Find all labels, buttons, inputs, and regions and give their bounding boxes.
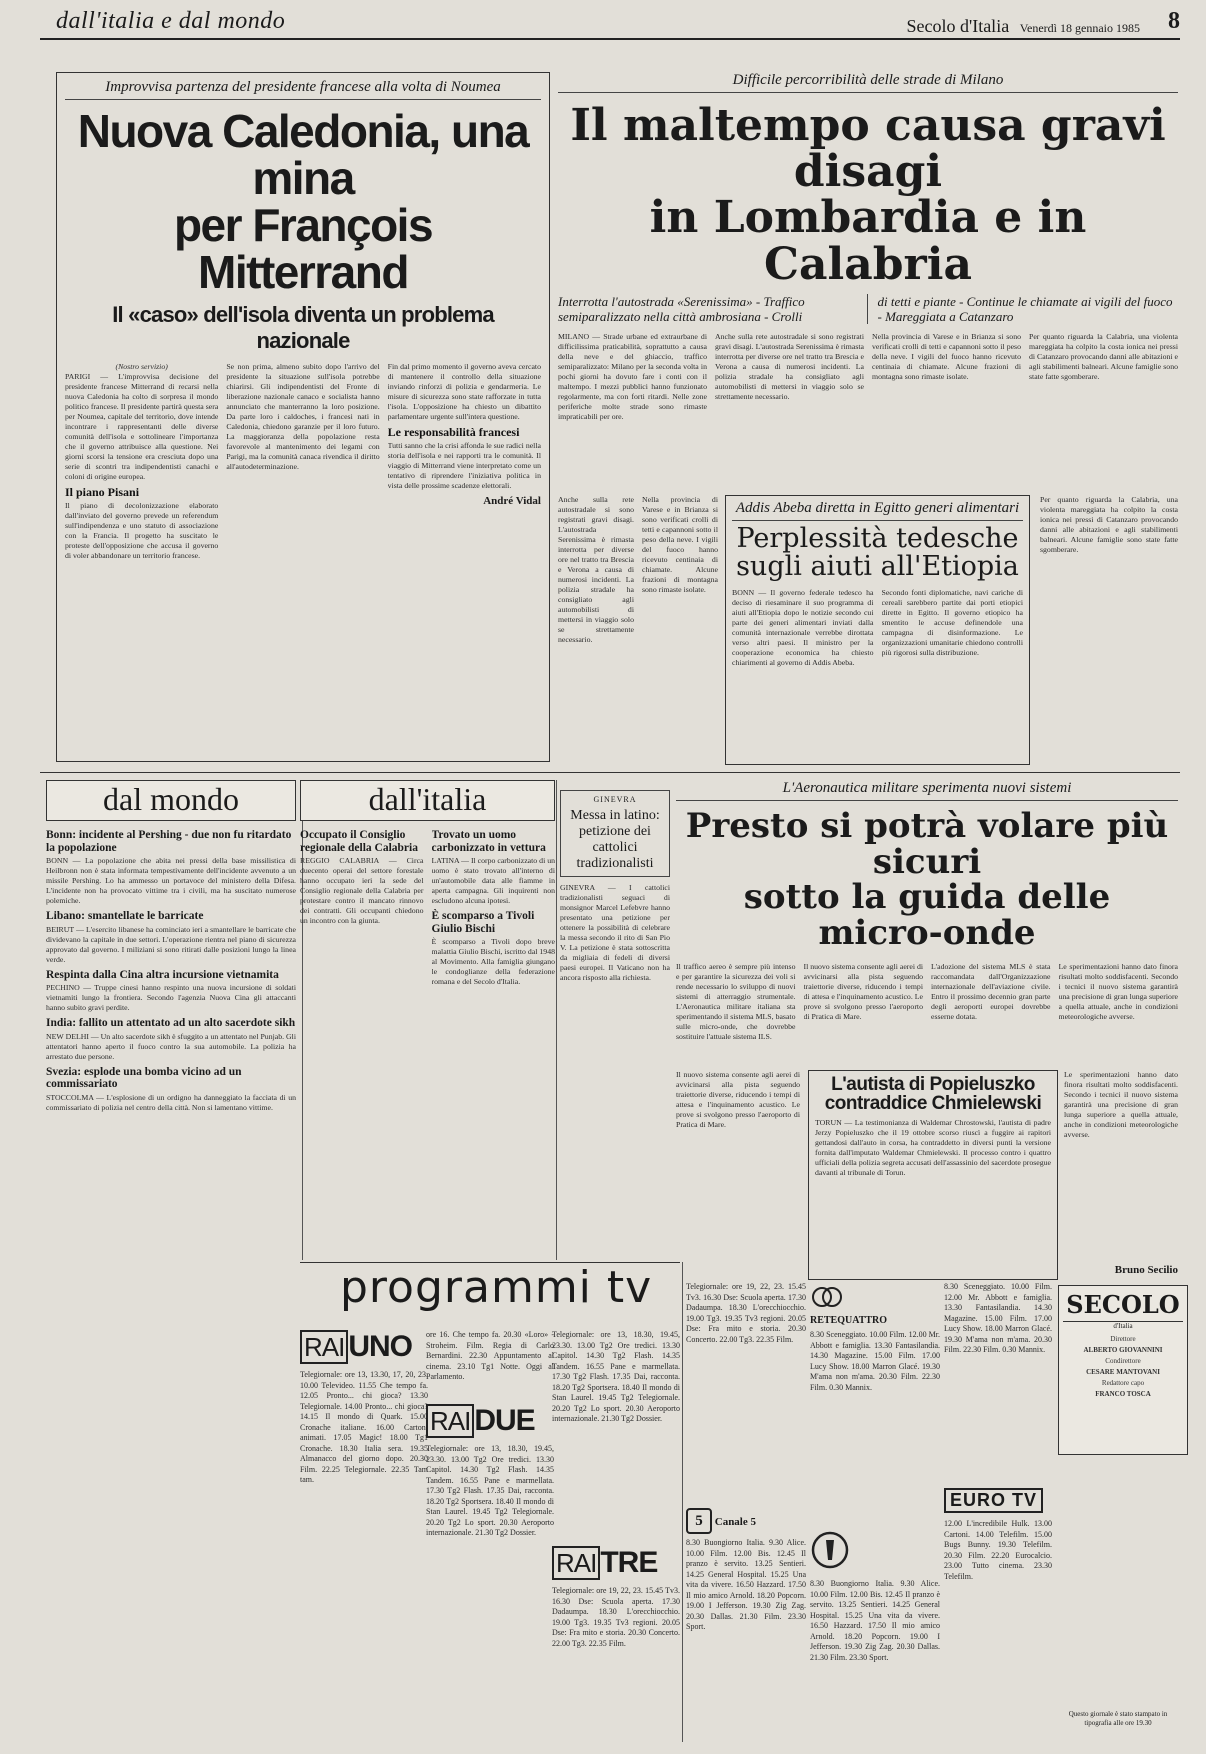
maltempo-deck: [558, 294, 1178, 324]
microonde-text-2: Il nuovo sistema consente agli aerei di avvicinarsi alla pista seguendo traiettorie diverse, riducendo i tempi di attesa e l'inquinamento acustico. Le prove si svolgono presso l'aeroporto di Pratica di Mare.: [803, 961, 923, 1021]
microonde-col-5: [676, 1070, 800, 1270]
caledonia-text-1: PARIGI — L'improvvisa decisione del presidente francese Mitterrand di recarsi nella nuova Caledonia ha colto di sorpresa il mondo politico francese. Il presidente partirà questa sera per Noumea, capitale del territorio, dove intende incontrare i rappresentanti delle diverse comunità dell'isola e sottolineare l'importanza che il governo attribuisce alla questione. Nei giorni scorsi la tensione era cresciuta dopo una serie di scontri tra indipendentisti canachi e coloni di origine europea.: [65, 371, 219, 481]
dal-mondo-item-headline: Respinta dalla Cina altra incursione vietnamita: [46, 968, 279, 981]
italia1-schedule: 8.30 Buongiorno Italia. 9.30 Alice. 10.00 Film. 12.00 Bis. 12.45 Il pranzo è servito. 13.25 Sentieri. 14.25 General Hospital. 15.25 Una vita da vivere. 16.50 Hazzard. 17.50 Il mio amico Arnold. 18.20 Popcorn. 19.00 I Jefferson. 19.30 Zig Zag. 20.30 Dallas. 21.30 Film. 23.30 Sport.: [810, 1579, 940, 1662]
caledonia-col-3: [388, 362, 541, 837]
etiopia-headline-2: sugli aiuti all'Etiopia: [736, 551, 1019, 583]
etiopia-headline-1: Perplessità tedesche: [736, 523, 1019, 554]
article-ginevra: [560, 790, 670, 1260]
dall-italia-col-2: [432, 825, 556, 1253]
rai1-name: UNO: [348, 1330, 413, 1363]
italia1-logo: [810, 1530, 940, 1575]
canale5-name: Canale 5: [714, 1516, 756, 1528]
tv-rai-col: [300, 1330, 428, 1740]
dal-mondo-item: [46, 910, 296, 965]
ginevra-col: [560, 883, 670, 1233]
dal-mondo-item-headline: Svezia: esplode una bomba vicino ad un commissariato: [46, 1065, 242, 1090]
rai3-name: TRE: [600, 1546, 658, 1579]
ginevra-headline: Messa in latino: petizione dei cattolici tradizionalisti: [570, 808, 660, 871]
dall-italia-item: [432, 829, 556, 906]
retequattro-logo: [810, 1282, 940, 1326]
caledonia-columns: [65, 362, 541, 837]
dall-italia-title: dall'italia: [300, 780, 555, 821]
dall-italia-columns: [300, 821, 555, 1253]
etiopia-columns: [732, 588, 1023, 748]
rai2-logo: [426, 1404, 554, 1438]
maltempo-lower: [558, 495, 718, 760]
maltempo-col-6: [558, 495, 634, 760]
microonde-byline: Bruno Secilio: [1114, 1264, 1178, 1276]
secolo-sub: d'Italia: [1113, 1322, 1133, 1330]
popieluszko-col: [815, 1118, 1051, 1268]
secolo-name: SECOLO: [1063, 1290, 1183, 1322]
section-name: dall'italia e dal mondo: [56, 8, 286, 34]
secolo-footer: Questo giornale è stato stampato in tipografia alle ore 19.30: [1068, 1710, 1168, 1727]
column-dall-italia: [300, 780, 555, 1260]
dal-mondo-item-headline: India: fallito un attentato ad un alto sacerdote sikh: [46, 1017, 296, 1029]
secolo-line: Redattore capo: [1101, 1379, 1145, 1387]
dal-mondo-item: [46, 829, 296, 906]
retequattro-schedule-b: 8.30 Sceneggiato. 10.00 Film. 12.00 Mr. Abbott e famiglia. 13.30 Fantasilandia. 14.30 Magazine. 15.00 Film. 17.00 Lucy Show. 18.00 Marron Glacé. 19.30 M'ama non m'ama. 20.30 Film. 22.30 Film. 0.30 Mannix.: [944, 1282, 1052, 1354]
dall-italia-item-headline: Trovato un uomo carbonizzato in vettura: [431, 829, 546, 854]
caledonia-byline: André Vidal: [483, 494, 541, 507]
dall-italia-item-headline: È scomparso a Tivoli Giulio Bischi: [431, 910, 535, 935]
rai1-schedule: Telegiornale: ore 13, 13.30, 17, 20, 23. 10.00 Televideo. 11.55 Che tempo fa. 12.05 Pronto... chi gioca? 13.30 Telegiornale. 14.00 Pronto... chi gioca? 14.15 Il mondo di Quark. 15.00 Cronache italiane. 16.00 Cartoni animati. 17.05 Magic! 18.00 Tg1 Cronache. 18.30 Italia sera. 19.35 Almanacco del giorno dopo. 20.30 Film. 22.25 Telegiornale. 22.35 Tam tam.: [300, 1370, 428, 1484]
rai3-prefix: RAI: [552, 1546, 600, 1580]
masthead: [40, 6, 1180, 40]
divider-v2: [556, 780, 557, 1260]
popieluszko-headline-1: L'autista di Popieluszko: [831, 1074, 1035, 1095]
maltempo-headline-1: Il maltempo causa gravi disagi: [570, 100, 1166, 198]
maltempo-text-6: Anche sulla rete autostradale si sono registrati gravi disagi. L'autostrada Serenissima è rimasta interrotta per diverse ore nel tratto tra Brescia e Verona a causa di numerosi incidenti. La polizia stradale ha consigliato agli automobilisti di mettersi in viaggio solo se strettamente necessario.: [558, 495, 634, 644]
dall-italia-item-text: REGGIO CALABRIA — Circa duecento operai del settore forestale hanno occupato ieri la sede del Consiglio regionale della Calabria per protestare contro il mancato rinnovo dei contratti. Gli occupanti chiedono un incontro con la giunta.: [300, 856, 424, 925]
microonde-text-4: Le sperimentazioni hanno dato finora risultati molto soddisfacenti. Secondo i tecnici il nuovo sistema garantirà una precisione di gran lunga superiore a quella attuale, anche in condizioni meteorologiche avverse.: [1058, 961, 1178, 1021]
caledonia-headline-2: per François Mitterrand: [173, 198, 433, 298]
maltempo-deck-left: Interrotta l'autostrada «Serenissima» - Traffico semiparalizzato nella città ambrosiana - Crolli: [558, 294, 868, 324]
tv-private-col-1: [686, 1282, 806, 1742]
microonde-headline-1: Presto si potrà volare più sicuri: [685, 806, 1169, 882]
dal-mondo-item-text: PECHINO — Truppe cinesi hanno respinto una nuova incursione di soldati vietnamiti lungo la frontiera. Secondo l'agenzia Nuova Cina gli attaccanti hanno subito gravi perdite.: [46, 983, 296, 1012]
rai2-name: DUE: [474, 1404, 535, 1437]
article-etiopia: [725, 495, 1030, 765]
maltempo-continuation: [1040, 495, 1178, 760]
caledonia-subhead-1: Il piano Pisani: [65, 484, 140, 499]
secolo-line: Direttore: [1110, 1335, 1136, 1343]
dall-italia-item-headline: Occupato il Consiglio regionale della Calabria: [300, 829, 418, 854]
rai2-prefix: RAI: [426, 1404, 474, 1438]
canale5-logo: [686, 1508, 806, 1534]
ginevra-text: GINEVRA — I cattolici tradizionalisti seguaci di monsignor Marcel Lefebvre hanno presentato una petizione per ottenere la possibilità di celebrare la messa secondo il rito di San Pio V. La petizione è stata sottoscritta da migliaia di fedeli di diversi paesi europei. Il Vaticano non ha ancora risposto alla richiesta.: [560, 883, 670, 982]
dal-mondo-item-text: BONN — La popolazione che abita nei pressi della base missilistica di Heilbronn non è stata informata tempestivamente dell'incidente avvenuto a un missile Pershing. Lo ha ammesso un portavoce del ministero della Difesa. L'incidente non ha provocato vittime tra i civili, ma ha suscitato numerose polemiche.: [46, 856, 296, 905]
rai1-prefix: RAI: [300, 1330, 348, 1364]
rai2-schedule: Telegiornale: ore 13, 18.30, 19.45, 23.30. 13.00 Tg2 Ore tredici. 13.30 Capitol. 14.30 Tg2 Flash. 14.35 Tandem. 16.55 Pane e marmellata. 17.30 Tg2 Flash. 17.35 Dai, racconta. 18.20 Tg2 Sportsera. 18.40 Il mondo di Stan Laurel. 19.45 Tg2 Telegiornale. 20.20 Tg2 Lo sport. 20.30 Aeroporto internazionale. 21.30 Tg2 Dossier.: [426, 1444, 554, 1537]
microonde-text-3: L'adozione del sistema MLS è stata raccomandata dall'Organizzazione internazionale dell'aviazione civile. Entro il prossimo decennio gran parte degli aeroporti europei dovrebbe esserne dotata.: [931, 961, 1051, 1021]
dal-mondo-item-text: STOCCOLMA — L'esplosione di un ordigno ha danneggiato la facciata di un commissariato di polizia nel centro della città. Non si lamentano vittime.: [46, 1092, 296, 1112]
popieluszko-text: TORUN — La testimonianza di Waldemar Chrostowski, l'autista di padre Jerzy Popieluszko che il 19 ottobre scorso riuscì a fuggire ai rapitori gettandosi dall'auto in corsa, ha contraddetto in diversi punti la versione fornita dall'imputato Waldemar Chmielewski. Il processo contro i quattro ufficiali della polizia segreta accusati dell'assassinio del sacerdote prosegue davanti al tribunale di Torun.: [815, 1117, 1051, 1177]
page-number: 8: [1168, 8, 1180, 34]
dal-mondo-item-text: BEIRUT — L'esercito libanese ha cominciato ieri a smantellare le barricate che dividevano la capitale in due settori. L'operazione rientra nel piano di sicurezza approvato dal governo. I miliziani si sono ritirati dalle posizioni lungo la linea verde.: [46, 924, 296, 964]
caledonia-subhead: Il «caso» dell'isola diventa un problema nazionale: [112, 301, 494, 353]
caledonia-headline-1: Nuova Caledonia, una mina: [77, 105, 529, 204]
secolo-line: CESARE MANTOVANI: [1086, 1368, 1160, 1376]
maltempo-headline-2: in Lombardia e in Calabria: [649, 192, 1087, 290]
canale5-icon: 5: [686, 1508, 712, 1534]
caledonia-text-3: Fin dal primo momento il governo aveva cercato di mantenere il controllo della situazione inviando rinforzi di polizia e gendarmeria. Le misure di sicurezza sono state rafforzate in tutta l'isola. L'opposizione ha chiesto un dibattito parlamentare urgente sull'intera questione.: [387, 361, 541, 421]
paper-name: [906, 16, 1140, 37]
secolo-colophon: [1058, 1285, 1188, 1455]
microonde-text-6: Le sperimentazioni hanno dato finora risultati molto soddisfacenti. Secondo i tecnici il nuovo sistema garantirà una precisione di gran lunga superiore a quella attuale, anche in condizioni meteorologiche avverse.: [1064, 1070, 1178, 1139]
caledonia-col-2: [226, 362, 379, 837]
maltempo-text-7: Nella provincia di Varese e in Brianza si sono verificati crolli di tetti e capannoni sotto il peso della neve. I vigili del fuoco hanno ricevuto centinaia di chiamate. Alcune frazioni di montagna sono rimaste isolate.: [642, 495, 718, 594]
dall-italia-col-1: [300, 825, 424, 1253]
tv-rai-col-2: [426, 1330, 554, 1740]
maltempo-text-5: Per quanto riguarda la Calabria, una violenta mareggiata ha colpito la costa ionica nei pressi di Catanzaro provocando danni alle abitazioni e agli stabilimenti balneari. Alcune famiglie sono state fatte sgomberare.: [1040, 495, 1178, 554]
etiopia-kicker: Addis Abeba diretta in Egitto generi alimentari: [732, 500, 1023, 521]
rai3-logo: [552, 1546, 680, 1580]
dal-mondo-item-headline: Bonn: incidente al Pershing - due non fu ritardato la popolazione: [46, 829, 292, 854]
column-dal-mondo: [46, 780, 296, 1740]
microonde-col-6: [1064, 1070, 1178, 1260]
paper-title: Secolo d'Italia: [906, 16, 1010, 36]
rai1-schedule-b: ore 16. Che tempo fa. 20.30 «Loro» - Stroheim. Film. Regia di Carlo Bernardini. 22.30 Appuntamento al cinema. 23.10 Tg1 Notte. Oggi al Parlamento.: [426, 1330, 554, 1381]
euro-tv-schedule: 12.00 L'incredibile Hulk. 13.00 Cartoni. 14.00 Telefilm. 15.00 Bugs Bunny. 19.30 Telefilm. 20.30 Film. 22.20 Eurocalcio. 23.00 Tutto cinema. 23.30 Telefilm.: [944, 1519, 1052, 1581]
maltempo-col-7: [642, 495, 718, 760]
italia1-icon: [810, 1530, 850, 1570]
microonde-text-5: Il nuovo sistema consente agli aerei di avvicinarsi alla pista seguendo traiettorie diverse, riducendo i tempi di attesa e l'inquinamento acustico. Le prove si svolgono presso l'aeroporto di Pratica di Mare.: [676, 1070, 800, 1129]
rai1-logo: [300, 1330, 428, 1364]
retequattro-schedule: 8.30 Sceneggiato. 10.00 Film. 12.00 Mr. Abbott e famiglia. 13.30 Fantasilandia. 14.30 Magazine. 15.00 Film. 17.00 Lucy Show. 18.00 Marron Glacé. 19.30 M'ama non m'ama. 20.30 Film. 22.30 Film. 0.30 Mannix.: [810, 1330, 940, 1392]
divider-mid: [40, 772, 1180, 773]
canale5-schedule: 8.30 Buongiorno Italia. 9.30 Alice. 10.00 Film. 12.00 Bis. 12.45 Il pranzo è servito. 13.25 Sentieri. 14.25 General Hospital. 15.25 Una vita da vivere. 16.50 Hazzard. 17.50 Il mio amico Arnold. 18.20 Popcorn. 19.00 I Jefferson. 19.30 Zig Zag. 20.30 Dallas. 21.30 Film. 23.30 Sport.: [686, 1538, 806, 1631]
dall-italia-item: [432, 910, 556, 987]
etiopia-text-2: Secondo fonti diplomatiche, navi cariche di cereali sarebbero partite dai porti etiopici dirette in Egitto. Il governo etiopico ha smentito le accuse definendole una campagna di disinformazione. Le organizzazioni umanitarie chiedono controlli più rigorosi sulla distribuzione.: [881, 587, 1023, 657]
secolo-line: Condirettore: [1105, 1357, 1141, 1365]
divider-v3: [682, 1262, 683, 1742]
dall-italia-item-text: LATINA — Il corpo carbonizzato di un uomo è stato trovato all'interno di un'automobile data alle fiamme in aperta campagna. Gli inquirenti non escludono alcuna ipotesi.: [431, 856, 555, 905]
dal-mondo-item: [46, 1017, 296, 1062]
dall-italia-item: [300, 829, 424, 926]
microonde-lower-right: [1064, 1070, 1178, 1280]
tv-private-col-2: [810, 1282, 940, 1742]
maltempo-col-5: [1040, 495, 1178, 760]
tv-private-col-3: [944, 1282, 1052, 1742]
etiopia-col-2: [882, 588, 1024, 748]
dal-mondo-title: dal mondo: [46, 780, 296, 821]
tv-header: [340, 1262, 660, 1322]
dal-mondo-item: [46, 1066, 296, 1113]
rai3-schedule: Telegiornale: ore 19, 22, 23. 15.45 Tv3. 16.30 Dse: Scuola aperta. 17.30 Dadaumpa. 18.30 L'orecchiocchio. 19.00 Tg3. 19.35 Tv3 regioni. 20.05 Dse: Fra mito e storia. 20.30 Concerto. 22.00 Tg3. 22.35 Film.: [552, 1586, 680, 1648]
ginevra-dateline: GINEVRA: [593, 795, 637, 804]
secolo-line: ALBERTO GIOVANNINI: [1083, 1346, 1163, 1354]
microonde-kicker: L'Aeronautica militare sperimenta nuovi sistemi: [676, 780, 1178, 801]
dal-mondo-item-text: NEW DELHI — Un alto sacerdote sikh è sfuggito a un attentato nel Punjab. Gli attentatori hanno aperto il fuoco contro la sua automobile. La polizia ha arrestato due persone.: [46, 1031, 296, 1061]
microonde-headline-2: sotto la guida delle micro-onde: [743, 877, 1111, 954]
dal-mondo-items: [46, 821, 296, 1730]
maltempo-text-3: Nella provincia di Varese e in Brianza si sono verificati crolli di tetti e capannoni sotto il peso della neve. I vigili del fuoco hanno ricevuto centinaia di chiamate. Alcune frazioni di montagna sono rimaste isolate.: [872, 331, 1021, 381]
caledonia-text-3b: Tutti sanno che la crisi affonda le sue radici nella storia dell'isola e nei rapporti tra le comunità. Il viaggio di Mitterrand viene interpretato come un tentativo di riprendere l'iniziativa politica in vista delle prossime scadenze elettorali.: [387, 440, 541, 490]
maltempo-text-4: Per quanto riguarda la Calabria, una violenta mareggiata ha colpito la costa ionica nei pressi di Catanzaro provocando danni alle abitazioni e agli stabilimenti balneari. Alcune famiglie sono state fatte sgomberare.: [1029, 331, 1178, 381]
dal-mondo-item: [46, 969, 296, 1014]
issue-date: Venerdì 18 gennaio 1985: [1019, 21, 1140, 35]
article-caledonia: [56, 72, 550, 762]
etiopia-text-1: BONN — Il governo federale tedesco ha deciso di riesaminare il suo programma di aiuti all'Etiopia dopo le notizie secondo cui parte dei generi alimentari inviati dalla comunità internazionale verrebbe dirottata verso altri paesi. Il ministro per la cooperazione economica ha chiesto chiarimenti al governo di Addis Abeba.: [732, 587, 874, 667]
retequattro-icon: [810, 1282, 844, 1312]
caledonia-text-2: Se non prima, almeno subito dopo l'arrivo del presidente la situazione sull'isola potrebbe chiarirsi. Gli indipendentisti del Fronte di liberazione nazionale canaco e socialista hanno annunciato che manterranno la loro posizione. Da parte loro i caldoches, i francesi nati in Caledonia, chiedono garanzie per il loro futuro. La maggioranza della popolazione resta favorevole al mantenimento dei legami con Parigi, ma la comunità canaca rivendica il diritto all'autodeterminazione.: [226, 361, 380, 471]
rai2-schedule-b: Telegiornale: ore 13, 18.30, 19.45, 23.30. 13.00 Tg2 Ore tredici. 13.30 Capitol. 14.30 Tg2 Flash. 14.35 Tandem. 16.55 Pane e marmellata. 17.30 Tg2 Flash. 17.35 Dai, racconta. 18.20 Tg2 Sportsera. 18.40 Il mondo di Stan Laurel. 19.45 Tg2 Telegiornale. 20.20 Tg2 Lo sport. 20.30 Aeroporto internazionale. 21.30 Tg2 Dossier.: [552, 1330, 680, 1423]
caledonia-text-1b: Il piano di decolonizzazione elaborato dall'inviato del governo prevede un referendum sull'indipendenza e uno statuto di associazione con la Francia. Il progetto ha suscitato le proteste dell'opposizione che accusa il governo di voler abbandonare un territorio francese.: [65, 500, 219, 560]
euro-tv-logo: EURO TV: [944, 1488, 1043, 1513]
maltempo-kicker: Difficile percorribilità delle strade di Milano: [558, 72, 1178, 93]
rai3-schedule-b: Telegiornale: ore 19, 22, 23. 15.45 Tv3. 16.30 Dse: Scuola aperta. 17.30 Dadaumpa. 18.30 L'orecchiocchio. 19.00 Tg3. 19.35 Tv3 regioni. 20.05 Dse: Fra mito e storia. 20.30 Concerto. 22.00 Tg3. 22.35 Film.: [686, 1282, 806, 1344]
caledonia-kicker: Improvvisa partenza del presidente francese alla volta di Noumea: [65, 79, 541, 100]
maltempo-text-1: MILANO — Strade urbane ed extraurbane di difficilissima praticabilità, soprattutto a causa della neve e del ghiaccio, traffico semiparalizzato: Milano per la seconda volta in pochi giorni ha dovuto fare i conti con il maltempo. I mezzi pubblici hanno funzionato regolarmente, ma con forti ritardi. Nelle zone periferiche molte strade sono rimaste impraticabili per ore.: [558, 331, 707, 421]
microonde-text-1: Il traffico aereo è sempre più intenso e per garantire la sicurezza dei voli si rende necessario lo sviluppo di nuovi sistemi di atterraggio strumentale. L'Aeronautica militare italiana sta sperimentando il sistema MLS, basato sulle micro-onde, che dovrebbe sostituire l'attuale sistema ILS.: [676, 961, 796, 1041]
microonde-lower-left: [676, 1070, 800, 1270]
etiopia-col-1: [732, 588, 874, 748]
article-maltempo: [558, 72, 1178, 492]
dal-mondo-item-headline: Libano: smantellate le barricate: [46, 910, 204, 922]
caledonia-col-1: [65, 362, 218, 837]
maltempo-deck-right: di tetti e piante - Continue le chiamate ai vigili del fuoco - Mareggiata a Catanzaro: [877, 293, 1173, 324]
secolo-line: FRANCO TOSCA: [1095, 1390, 1151, 1398]
dall-italia-item-text: È scomparso a Tivoli dopo breve malattia Giulio Bischi, iscritto dal 1948 al Movimento. Alla famiglia giungano le condoglianze della federazione romana e del Secolo d'Italia.: [431, 937, 555, 986]
secolo-lines: [1063, 1334, 1183, 1400]
caledonia-subhead-2: Le responsabilità francesi: [387, 424, 520, 439]
caledonia-dateline: (Nostro servizio): [115, 361, 168, 371]
popieluszko-headline-2: contraddice Chmielewski: [824, 1093, 1042, 1115]
maltempo-text-2: Anche sulla rete autostradale si sono registrati gravi disagi. L'autostrada Serenissima è rimasta interrotta per diverse ore nel tratto tra Brescia e Verona a causa di numerosi incidenti. La polizia stradale ha consigliato agli automobilisti di mettersi in viaggio solo se strettamente necessario.: [715, 331, 864, 401]
retequattro-name: RETEQUATTRO: [810, 1315, 888, 1326]
article-popieluszko: [808, 1070, 1058, 1280]
tv-rai-col-3: [552, 1330, 680, 1740]
tv-title: programmi tv: [340, 1262, 653, 1313]
